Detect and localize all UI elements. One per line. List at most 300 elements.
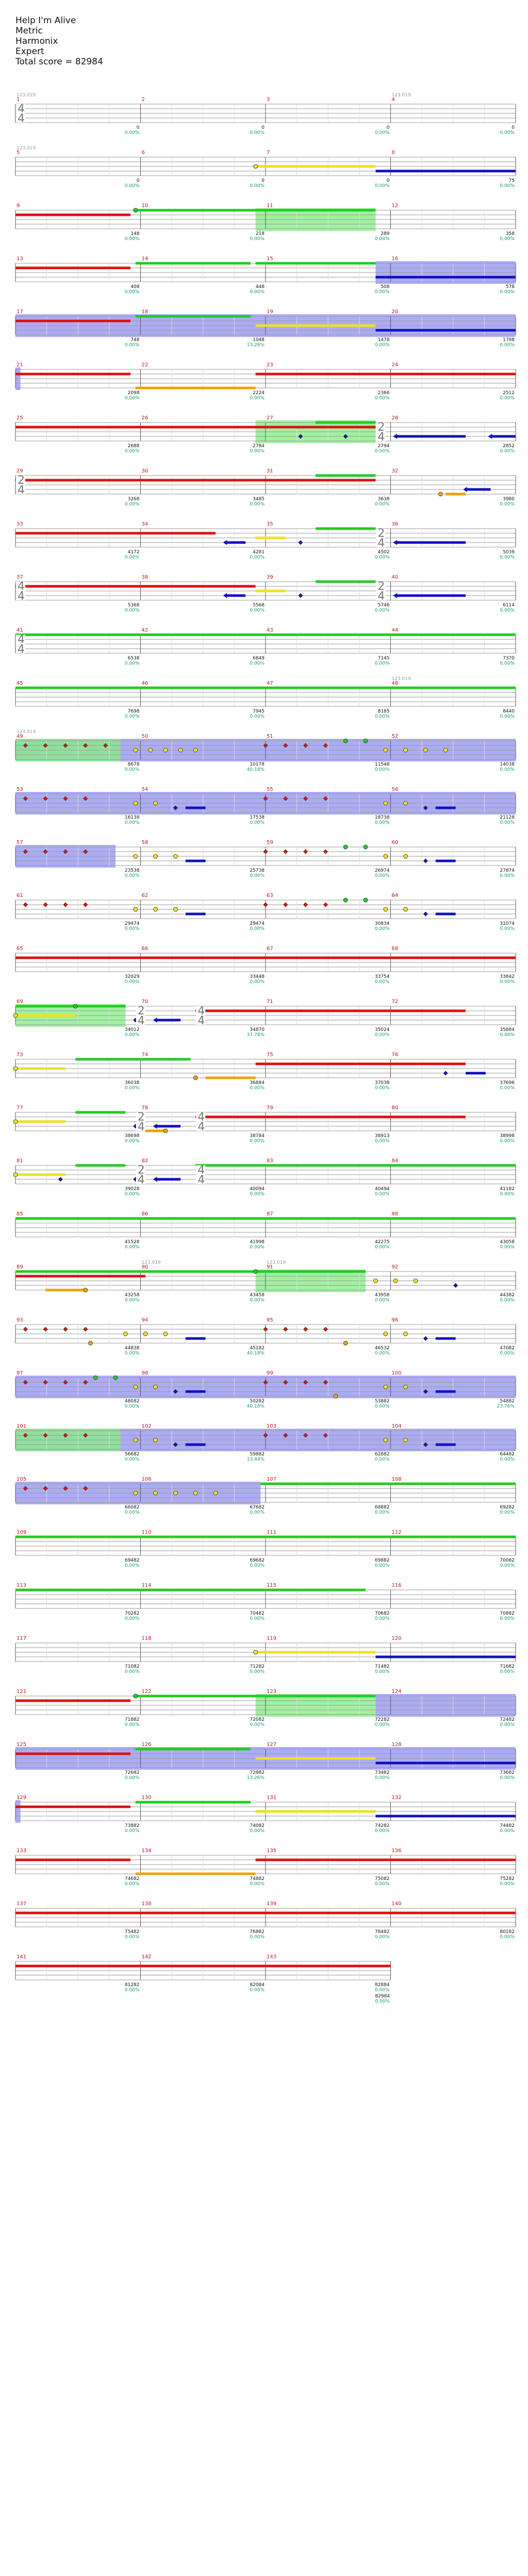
measure-number: 109 bbox=[16, 1530, 27, 1535]
chart-row bbox=[15, 1791, 516, 1840]
arrow-head-icon bbox=[488, 434, 492, 439]
note-hopo-yellow bbox=[384, 1438, 388, 1442]
measure-percent: 0.00% bbox=[500, 1616, 515, 1621]
measure-number: 74 bbox=[141, 1052, 148, 1058]
measure-score: 4172 bbox=[127, 550, 140, 555]
measure-score: 71282 bbox=[250, 1664, 265, 1669]
measure-number: 130 bbox=[141, 1795, 152, 1801]
measure-percent: 0.00% bbox=[374, 1563, 390, 1568]
note-hopo-yellow bbox=[254, 1650, 258, 1654]
measure-number: 33 bbox=[16, 521, 23, 527]
measure-percent: 0.00% bbox=[500, 1828, 515, 1834]
chart-row-svg bbox=[15, 1950, 391, 2004]
time-signature-top: 2 bbox=[137, 1005, 145, 1018]
measure-percent: 0.00% bbox=[250, 1245, 265, 1250]
arrow-head-icon bbox=[153, 1124, 157, 1129]
measure-score: 41998 bbox=[250, 1240, 265, 1245]
sustain-green bbox=[136, 1801, 251, 1804]
measure-score: 59882 bbox=[250, 1452, 265, 1457]
measure-percent: 0.00% bbox=[374, 555, 390, 560]
measure-score: 38698 bbox=[124, 1133, 140, 1139]
measure-percent: 0.00% bbox=[124, 1988, 140, 1993]
measure-score: 23538 bbox=[124, 868, 140, 873]
measure-number: 142 bbox=[141, 1954, 152, 1960]
measure-number: 107 bbox=[267, 1477, 277, 1482]
sustain-blue bbox=[416, 435, 466, 438]
measure-number: 122 bbox=[141, 1689, 152, 1694]
measure-percent: 0.00% bbox=[500, 608, 515, 613]
measure-percent: 0.00% bbox=[374, 979, 390, 985]
sustain-blue bbox=[186, 1391, 206, 1393]
measure-number: 76 bbox=[391, 1052, 399, 1058]
sustain-yellow bbox=[15, 1121, 65, 1123]
measure-score: 43258 bbox=[124, 1293, 140, 1298]
measure-score: 54882 bbox=[500, 1399, 515, 1404]
arrow-blue bbox=[156, 1019, 181, 1022]
note-hopo-yellow bbox=[384, 907, 388, 911]
time-signature-top: 2 bbox=[377, 421, 385, 434]
measure-score: 2688 bbox=[127, 444, 140, 449]
measure-percent: 0.00% bbox=[250, 1086, 265, 1091]
sustain-blue bbox=[186, 1444, 206, 1446]
measure-percent: 0.00% bbox=[250, 555, 265, 560]
time-signature-top: 2 bbox=[137, 1111, 145, 1124]
note-hopo-yellow bbox=[193, 748, 197, 752]
time-signature-top: 4 bbox=[197, 1164, 205, 1177]
measure-number: 21 bbox=[16, 362, 23, 368]
measure-percent: 0.00% bbox=[374, 1828, 390, 1834]
chart-row bbox=[15, 1738, 516, 1787]
measure-number: 98 bbox=[141, 1370, 148, 1376]
measure-number: 47 bbox=[267, 681, 273, 686]
chart-row-svg bbox=[15, 1791, 516, 1840]
measure-percent: 0.00% bbox=[250, 1882, 265, 1887]
chart-row-svg bbox=[15, 305, 516, 354]
sustain-red bbox=[15, 957, 516, 959]
measure-score: 44838 bbox=[124, 1346, 140, 1351]
measure-score: 0 bbox=[261, 125, 265, 130]
note-hopo-orange bbox=[193, 1076, 197, 1080]
measure-percent: 0.00% bbox=[500, 396, 515, 401]
chart-row-svg bbox=[15, 995, 516, 1044]
measure-number: 58 bbox=[141, 840, 148, 845]
measure-percent: 0.00% bbox=[500, 502, 515, 507]
measure-score: 71882 bbox=[124, 1717, 140, 1722]
measure-percent: 0.00% bbox=[124, 183, 140, 189]
measure-percent: 0.00% bbox=[124, 1616, 140, 1621]
measure-number: 49 bbox=[16, 734, 23, 739]
sustain-red bbox=[15, 214, 130, 216]
measure-percent: 0.00% bbox=[124, 1935, 140, 1940]
measure-percent: 0.00% bbox=[500, 1192, 515, 1197]
measure-percent: 0.00% bbox=[374, 236, 390, 242]
measure-percent: 0.00% bbox=[500, 555, 515, 560]
sustain-blue bbox=[436, 807, 456, 809]
measure-percent: 0.00% bbox=[124, 396, 140, 401]
note-hopo-yellow bbox=[134, 907, 138, 911]
measure-number: 110 bbox=[141, 1530, 152, 1535]
measure-score: 48082 bbox=[124, 1399, 140, 1404]
measure-score: 41528 bbox=[124, 1240, 140, 1245]
time-signature-bottom: 4 bbox=[137, 1174, 145, 1187]
measure-number: 1 bbox=[16, 97, 20, 103]
measure-number: 39 bbox=[267, 574, 273, 580]
measure-percent: 0.00% bbox=[124, 1139, 140, 1144]
note-hopo-orange bbox=[89, 1341, 93, 1345]
measure-number: 61 bbox=[16, 893, 23, 899]
note-hopo-yellow bbox=[404, 854, 408, 858]
measure-number: 59 bbox=[267, 840, 273, 845]
measure-score: 78482 bbox=[374, 1929, 390, 1935]
sustain-green bbox=[15, 1217, 516, 1220]
chart-row-svg bbox=[15, 1101, 516, 1150]
measure-percent: 0.00% bbox=[124, 1404, 140, 1409]
time-signature-top: 4 bbox=[197, 1111, 205, 1124]
tempo-marker: 123.019 bbox=[16, 146, 36, 151]
sustain-orange bbox=[136, 387, 256, 389]
measure-number: 48 bbox=[391, 681, 399, 686]
chart-row bbox=[15, 730, 516, 779]
measure-percent: 0.00% bbox=[374, 1510, 390, 1515]
measure-number: 95 bbox=[267, 1317, 273, 1323]
measure-score: 10178 bbox=[250, 762, 265, 767]
chart-row-svg bbox=[15, 1260, 516, 1310]
note-hopo-green bbox=[364, 739, 368, 743]
measure-score: 2512 bbox=[503, 391, 515, 396]
measure-number: 71 bbox=[267, 999, 273, 1005]
sustain-green bbox=[15, 687, 516, 689]
time-signature-bottom: 4 bbox=[18, 112, 25, 125]
song-title: Help I'm Alive bbox=[15, 15, 76, 26]
measure-score: 5039 bbox=[503, 550, 515, 555]
measure-percent: 0.00% bbox=[250, 661, 265, 666]
measure-number: 28 bbox=[391, 415, 399, 421]
measure-score: 6538 bbox=[127, 656, 140, 661]
measure-score: 43458 bbox=[250, 1293, 265, 1298]
sustain-blue bbox=[436, 1337, 456, 1340]
sustain-green bbox=[256, 262, 376, 265]
measure-score: 30834 bbox=[374, 921, 390, 926]
measure-number: 46 bbox=[141, 681, 148, 686]
time-signature-top: 2 bbox=[377, 527, 385, 540]
measure-score: 448 bbox=[255, 284, 265, 290]
sustain-blue bbox=[375, 276, 516, 279]
sustain-green bbox=[316, 474, 375, 477]
measure-number: 101 bbox=[16, 1423, 27, 1429]
measure-number: 35 bbox=[267, 521, 273, 527]
note-strum-red bbox=[304, 903, 308, 907]
arrow-head-icon bbox=[393, 434, 397, 439]
measure-percent: 0.00% bbox=[250, 1192, 265, 1197]
sustain-red bbox=[15, 1806, 130, 1808]
measure-percent: 0.00% bbox=[374, 873, 390, 878]
measure-number: 29 bbox=[16, 468, 23, 474]
measure-score: 37696 bbox=[500, 1080, 515, 1086]
measure-percent: 0.00% bbox=[124, 820, 140, 825]
note-strum-red bbox=[63, 903, 68, 907]
measure-percent: 0.00% bbox=[500, 873, 515, 878]
sustain-green bbox=[136, 262, 251, 265]
measure-percent: 0.00% bbox=[250, 1828, 265, 1834]
measure-score: 69282 bbox=[500, 1505, 515, 1510]
measure-score: 0 bbox=[136, 178, 140, 183]
measure-number: 118 bbox=[141, 1636, 152, 1641]
chart-row bbox=[15, 1154, 516, 1204]
note-hopo-yellow bbox=[154, 801, 158, 805]
note-hopo-yellow bbox=[154, 1385, 158, 1389]
measure-percent: 0.00% bbox=[250, 1139, 265, 1144]
time-signature-top: 2 bbox=[137, 1164, 145, 1177]
final-score: 82984 bbox=[375, 1994, 390, 1999]
sustain-green bbox=[136, 209, 376, 212]
measure-percent: 0.00% bbox=[500, 1722, 515, 1727]
sustain-blue bbox=[375, 329, 516, 332]
measure-percent: 0.00% bbox=[124, 1669, 140, 1674]
measure-number: 131 bbox=[267, 1795, 277, 1801]
measure-score: 11548 bbox=[374, 762, 390, 767]
measure-number: 37 bbox=[16, 574, 23, 580]
sustain-blue bbox=[375, 170, 516, 173]
time-signature-bottom: 4 bbox=[137, 1014, 145, 1027]
chart-row-svg bbox=[15, 411, 516, 461]
sustain-red bbox=[256, 373, 516, 376]
measure-percent: 0.00% bbox=[124, 1457, 140, 1462]
note-hopo-yellow bbox=[154, 1491, 158, 1495]
note-strum-red bbox=[84, 903, 88, 907]
chart-author: Harmonix bbox=[15, 36, 58, 46]
measure-number: 90 bbox=[141, 1264, 148, 1270]
measure-score: 0 bbox=[386, 178, 390, 183]
chart-row-svg bbox=[15, 1313, 516, 1363]
note-strum-red bbox=[23, 1327, 27, 1331]
note-hopo-yellow bbox=[404, 748, 408, 752]
measure-percent: 0.00% bbox=[124, 290, 140, 295]
measure-score: 41182 bbox=[500, 1187, 515, 1192]
note-hopo-yellow bbox=[13, 1013, 18, 1018]
note-hopo-yellow bbox=[404, 801, 408, 805]
measure-percent: 0.00% bbox=[124, 449, 140, 454]
arrow-blue bbox=[395, 541, 416, 544]
measure-number: 62 bbox=[141, 893, 148, 899]
measure-score: 82884 bbox=[374, 1982, 390, 1988]
measure-number: 3 bbox=[267, 97, 270, 103]
measure-score: 2852 bbox=[503, 444, 515, 449]
measure-percent: 0.00% bbox=[250, 820, 265, 825]
time-signature-top: 4 bbox=[18, 103, 25, 115]
measure-number: 66 bbox=[141, 946, 148, 952]
measure-number: 26 bbox=[141, 415, 148, 421]
chart-row-svg bbox=[15, 1897, 516, 1946]
measure-score: 578 bbox=[505, 284, 515, 290]
measure-number: 4 bbox=[391, 97, 395, 103]
sustain-blue bbox=[416, 595, 466, 597]
measure-number: 94 bbox=[141, 1317, 148, 1323]
measure-score: 44382 bbox=[500, 1293, 515, 1298]
chart-row bbox=[15, 517, 516, 567]
measure-percent: 0.00% bbox=[374, 1988, 390, 1993]
measure-score: 36038 bbox=[124, 1080, 140, 1086]
sustain-red bbox=[15, 320, 130, 323]
measure-number: 140 bbox=[391, 1901, 402, 1907]
measure-number: 133 bbox=[16, 1848, 27, 1854]
measure-percent: 0.00% bbox=[124, 1192, 140, 1197]
note-hopo-orange bbox=[343, 1341, 348, 1345]
measure-percent: 0.00% bbox=[500, 290, 515, 295]
measure-number: 116 bbox=[391, 1583, 402, 1588]
measure-percent: 0.00% bbox=[124, 1245, 140, 1250]
measure-number: 53 bbox=[16, 787, 23, 792]
measure-number: 92 bbox=[391, 1264, 399, 1270]
sustain-orange bbox=[206, 1077, 256, 1079]
measure-score: 2224 bbox=[253, 391, 265, 396]
chart-row-svg bbox=[15, 1685, 516, 1734]
measure-number: 134 bbox=[141, 1848, 152, 1854]
sustain-orange bbox=[45, 1289, 86, 1292]
note-hopo-yellow bbox=[134, 1491, 138, 1495]
chart-row-svg bbox=[15, 1419, 516, 1469]
measure-score: 40094 bbox=[250, 1187, 265, 1192]
chart-row-svg bbox=[15, 146, 516, 195]
measure-score: 72682 bbox=[124, 1770, 140, 1775]
measure-number: 65 bbox=[16, 946, 23, 952]
measure-score: 8185 bbox=[377, 709, 390, 714]
measure-number: 56 bbox=[391, 787, 399, 792]
measure-score: 73882 bbox=[124, 1823, 140, 1828]
measure-score: 25738 bbox=[250, 868, 265, 873]
measure-percent: 0.00% bbox=[374, 661, 390, 666]
measure-percent: 0.00% bbox=[124, 608, 140, 613]
measure-number: 11 bbox=[267, 203, 273, 209]
measure-score: 358 bbox=[505, 231, 515, 236]
chart-row bbox=[15, 1101, 516, 1150]
measure-score: 33754 bbox=[374, 974, 390, 979]
chart-row-svg bbox=[15, 942, 516, 991]
measure-number: 129 bbox=[16, 1795, 27, 1801]
measure-number: 88 bbox=[391, 1211, 399, 1217]
sustain-green bbox=[75, 1111, 125, 1114]
measure-percent: 0.00% bbox=[124, 767, 140, 772]
measure-percent: 0.00% bbox=[500, 767, 515, 772]
chart-row bbox=[15, 146, 516, 195]
measure-number: 57 bbox=[16, 840, 23, 845]
measure-score: 29474 bbox=[250, 921, 265, 926]
measure-score: 70082 bbox=[500, 1558, 515, 1563]
sustain-red bbox=[15, 1912, 516, 1914]
measure-number: 13 bbox=[16, 256, 23, 262]
measure-percent: 0.00% bbox=[250, 1510, 265, 1515]
measure-percent: 0.00% bbox=[374, 449, 390, 454]
measure-score: 82084 bbox=[250, 1982, 265, 1988]
measure-number: 102 bbox=[141, 1423, 152, 1429]
measure-number: 132 bbox=[391, 1795, 402, 1801]
note-hopo-yellow bbox=[414, 1279, 418, 1283]
time-signature-top: 4 bbox=[18, 633, 25, 646]
measure-number: 67 bbox=[267, 946, 273, 952]
measure-number: 111 bbox=[267, 1530, 277, 1535]
measure-number: 40 bbox=[391, 574, 399, 580]
chart-row bbox=[15, 252, 516, 301]
measure-number: 45 bbox=[16, 681, 23, 686]
arrow-blue bbox=[156, 1178, 181, 1181]
sustain-red bbox=[15, 1275, 145, 1278]
measure-percent: 0.00% bbox=[374, 1032, 390, 1038]
note-hopo-green bbox=[364, 845, 368, 849]
arrow-blue bbox=[466, 488, 491, 491]
measure-score: 0 bbox=[261, 178, 265, 183]
chart-row-svg bbox=[15, 1048, 516, 1097]
measure-score: 408 bbox=[130, 284, 140, 290]
time-signature-bottom: 4 bbox=[377, 537, 385, 550]
note-hopo-green bbox=[93, 1376, 97, 1380]
measure-percent: 0.00% bbox=[500, 1775, 515, 1781]
measure-score: 38998 bbox=[500, 1133, 515, 1139]
measure-number: 112 bbox=[391, 1530, 402, 1535]
chart-row bbox=[15, 623, 516, 673]
measure-number: 105 bbox=[16, 1477, 27, 1482]
measure-number: 119 bbox=[267, 1636, 277, 1641]
chart-row bbox=[15, 889, 516, 938]
sustain-blue bbox=[375, 1656, 516, 1658]
arrow-head-icon bbox=[393, 593, 397, 598]
measure-percent: 0.00% bbox=[374, 1298, 390, 1303]
measure-score: 1798 bbox=[503, 337, 515, 343]
chart-row-svg bbox=[15, 93, 516, 142]
measure-percent: 0.00% bbox=[374, 1457, 390, 1462]
measure-score: 74082 bbox=[250, 1823, 265, 1828]
chart-row bbox=[15, 1048, 516, 1097]
measure-percent: 0.00% bbox=[124, 661, 140, 666]
sustain-red bbox=[15, 1700, 130, 1702]
measure-percent: 0.00% bbox=[250, 290, 265, 295]
measure-score: 71682 bbox=[500, 1664, 515, 1669]
measure-percent: 0.00% bbox=[374, 608, 390, 613]
measure-score: 43958 bbox=[374, 1293, 390, 1298]
sustain-yellow bbox=[256, 165, 376, 168]
measure-number: 136 bbox=[391, 1848, 402, 1854]
measure-percent: 0.00% bbox=[250, 183, 265, 189]
measure-score: 34012 bbox=[124, 1027, 140, 1032]
measure-score: 45182 bbox=[250, 1346, 265, 1351]
measure-percent: 0.00% bbox=[500, 979, 515, 985]
measure-number: 16 bbox=[391, 256, 399, 262]
sustain-green bbox=[75, 1164, 125, 1167]
measure-score: 73482 bbox=[374, 1770, 390, 1775]
sustain-red bbox=[15, 585, 256, 588]
measure-score: 71082 bbox=[124, 1664, 140, 1669]
chart-row-svg bbox=[15, 1472, 516, 1522]
measure-number: 84 bbox=[391, 1158, 399, 1164]
measure-percent: 0.00% bbox=[374, 1935, 390, 1940]
measure-percent: 0.00% bbox=[374, 1351, 390, 1356]
measure-number: 73 bbox=[16, 1052, 23, 1058]
measure-score: 74482 bbox=[500, 1823, 515, 1828]
measure-number: 108 bbox=[391, 1477, 402, 1482]
note-hopo-yellow bbox=[173, 1491, 177, 1495]
measure-number: 143 bbox=[267, 1954, 277, 1960]
measure-number: 87 bbox=[267, 1211, 273, 1217]
measure-number: 82 bbox=[141, 1158, 148, 1164]
measure-score: 69882 bbox=[374, 1558, 390, 1563]
measure-number: 121 bbox=[16, 1689, 27, 1694]
chart-row-svg bbox=[15, 358, 516, 408]
measure-score: 70282 bbox=[124, 1611, 140, 1616]
chart-row bbox=[15, 93, 516, 142]
chart-row-svg bbox=[15, 730, 516, 779]
chart-row bbox=[15, 199, 516, 248]
note-hopo-yellow bbox=[163, 1332, 168, 1336]
chart-row bbox=[15, 411, 516, 461]
sustain-yellow bbox=[256, 325, 376, 327]
